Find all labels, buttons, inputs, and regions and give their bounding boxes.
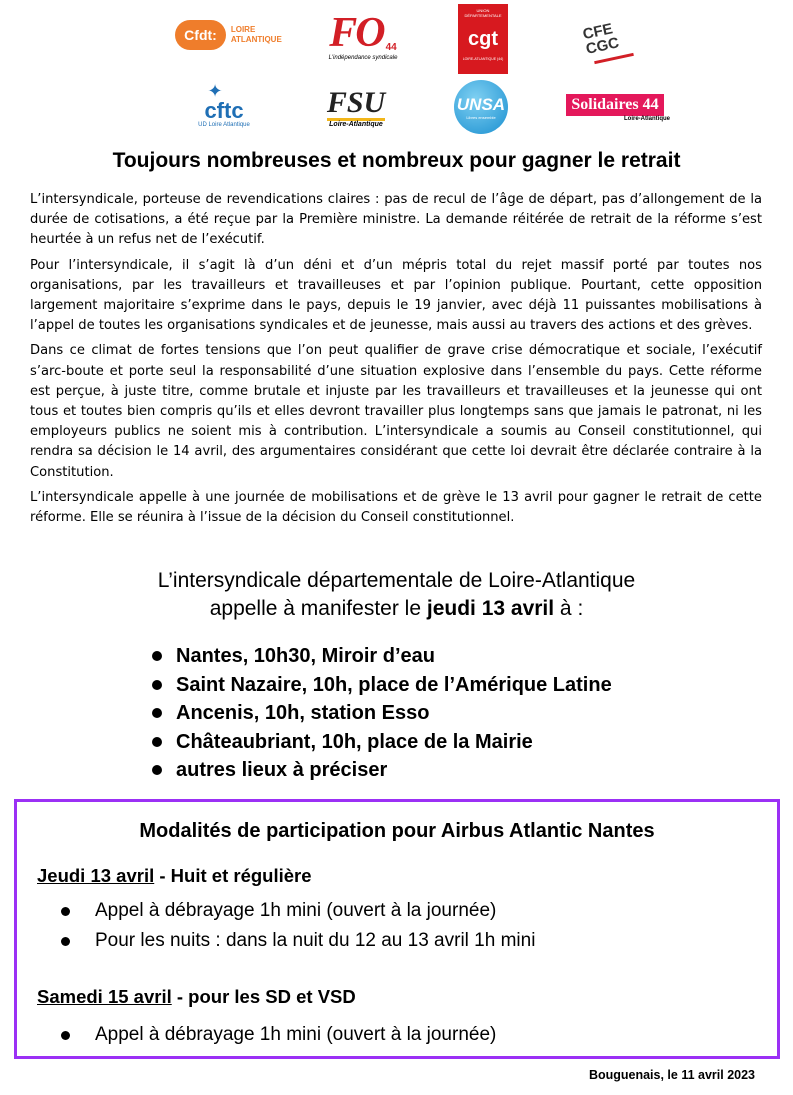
place-label: Ancenis, 10h, station Esso: [176, 702, 430, 724]
bullet-icon: [152, 680, 162, 690]
list-item: [61, 1020, 496, 1050]
place-label: autres lieux à préciser: [176, 759, 388, 781]
day1-list: [61, 896, 535, 956]
bullet-icon: [152, 737, 162, 747]
day1-date: Jeudi 13 avril: [37, 865, 155, 886]
fsu-logo-sub: Loire-Atlantique: [329, 121, 383, 128]
day1-heading: [37, 864, 312, 888]
paragraph: Dans ce climat de fortes tensions que l’on peut qualifier de grave crise démocratique et sociale, l’exécutif s’arc-boute et porte seul la responsabilité d’une situation explosive dans l’ensemble du pays. Cette réforme est perçue, à juste titre, comme brutale et injuste par les travailleurs et travailleuses et la jeunesse qui ont tous et toutes bien compris qu’ils et elles devront travailler plus longtemps sans que jamais le patronat, ni les employeurs publics ne soient mis à contribution. L’intersyndicale a soumis au Conseil constitutionnel, qui rendra sa décision le 14 avril, des argumentaires considérant que cette loi devrait être déclarée contraire à la Constitution.: [30, 343, 762, 480]
place-label: Châteaubriant, 10h, place de la Mairie: [176, 730, 533, 753]
bullet-icon: [61, 937, 70, 946]
call-date: jeudi 13 avril: [426, 597, 555, 620]
cftc-logo-sub: UD Loire Atlantique: [198, 122, 250, 128]
cftc-logo-mark: cftc: [204, 98, 244, 123]
solidaires-logo-mark: Solidaires 44: [566, 94, 663, 116]
fo-logo-num: 44: [385, 42, 397, 53]
place-label: Nantes, 10h30, Miroir d’eau: [176, 645, 435, 667]
modalities-title: Modalités de participation pour Airbus Atlantic Nantes: [139, 820, 655, 842]
modality-label: Appel à débrayage 1h mini (ouvert à la journée): [95, 1024, 497, 1045]
bullet-icon: [152, 765, 162, 775]
list-item: [152, 728, 612, 757]
call-to-action: [0, 567, 793, 623]
cgt-logo-bottom: LOIRE-ATLANTIQUE (44): [462, 57, 504, 61]
unsa-logo-mark: UNSA: [456, 94, 506, 114]
fsu-logo-mark: FSU: [326, 86, 386, 119]
modality-label: Appel à débrayage 1h mini (ouvert à la journée): [95, 900, 497, 921]
cfe-cgc-logo: [581, 12, 644, 68]
day1-suffix: - Huit et régulière: [154, 865, 312, 886]
cgt-logo: [458, 4, 508, 74]
list-item: [152, 642, 612, 671]
solidaires-logo-sub: Loire-Atlantique: [624, 116, 670, 122]
list-item: [152, 699, 612, 728]
paragraph: L’intersyndicale appelle à une journée de mobilisations et de grève le 13 avril pour gagner le retrait de cette réforme. Elle se réunira à l’issue de la décision du Conseil constitutionnel.: [30, 489, 762, 526]
list-item: [61, 896, 535, 926]
places-list: [152, 642, 612, 785]
fo-logo-mark: FO: [329, 10, 384, 56]
modalities-box: [14, 799, 780, 1059]
dove-icon: ✦: [207, 81, 223, 101]
unsa-logo-sub: Libres ensemble: [466, 114, 496, 120]
fo-logo: [324, 6, 402, 68]
call-line-1: L’intersyndicale départementale de Loire-Atlantique: [157, 569, 636, 592]
bullet-icon: [61, 1031, 70, 1040]
bullet-icon: [152, 651, 162, 661]
call-line-2-post: à :: [554, 597, 584, 620]
cgt-logo-mark: cgt: [468, 28, 498, 50]
unsa-logo: [454, 80, 508, 134]
day2-date: Samedi 15 avril: [37, 986, 172, 1007]
paragraph: L’intersyndicale, porteuse de revendications claires : pas de recul de l’âge de départ, pas d’allongement de la durée de cotisations, a été reçue par la Première ministre. La demande réitérée de retrait de la réforme s’est heurtée à un refus net de l’exécutif.: [30, 192, 762, 248]
cfe-cgc-logo-mark: CFE CGC: [581, 19, 621, 58]
list-item: [152, 756, 612, 785]
place-label: Saint Nazaire, 10h, place de l’Amérique Latine: [176, 673, 612, 696]
fsu-logo: [313, 84, 399, 132]
list-item: [152, 671, 612, 700]
paragraph: Pour l’intersyndicale, il s’agit là d’un déni et d’un mépris total du rejet massif porté par toutes nos organisations, par les travailleurs et travailleuses et par l’opinion publique. Pourtant, cette opposition largement majoritaire s’exprime dans le pays, depuis le 19 janvier, avec déjà 11 puissantes mobilisations à l’appel de toutes les organisations syndicales et de jeunesse, mais aussi au travers des actions et des grèves.: [30, 257, 762, 334]
cftc-logo: [192, 76, 256, 134]
body-text: [30, 190, 762, 533]
day2-heading: [37, 985, 356, 1009]
fo-logo-tag: L'indépendance syndicale: [328, 55, 398, 61]
footer-date: Bouguenais, le 11 avril 2023: [588, 1068, 755, 1082]
day2-list: [61, 1020, 496, 1050]
bullet-icon: [61, 907, 70, 916]
cgt-logo-top: UNION DÉPARTEMENTALE: [464, 8, 502, 18]
call-line-2-pre: appelle à manifester le: [209, 597, 427, 620]
cfdt-logo-sub: LOIRE ATLANTIQUE: [230, 25, 282, 44]
bullet-icon: [152, 708, 162, 718]
solidaires-logo: [556, 90, 674, 126]
cfdt-logo-mark: Cfdt:: [175, 20, 226, 50]
call-line-2: [0, 595, 793, 623]
cfdt-logo: [172, 10, 282, 60]
page-title: Toujours nombreuses et nombreux pour gagner le retrait: [112, 149, 681, 172]
list-item: [61, 926, 535, 956]
day2-suffix: - pour les SD et VSD: [171, 986, 356, 1007]
modality-label: Pour les nuits : dans la nuit du 12 au 13 avril 1h mini: [95, 930, 536, 951]
